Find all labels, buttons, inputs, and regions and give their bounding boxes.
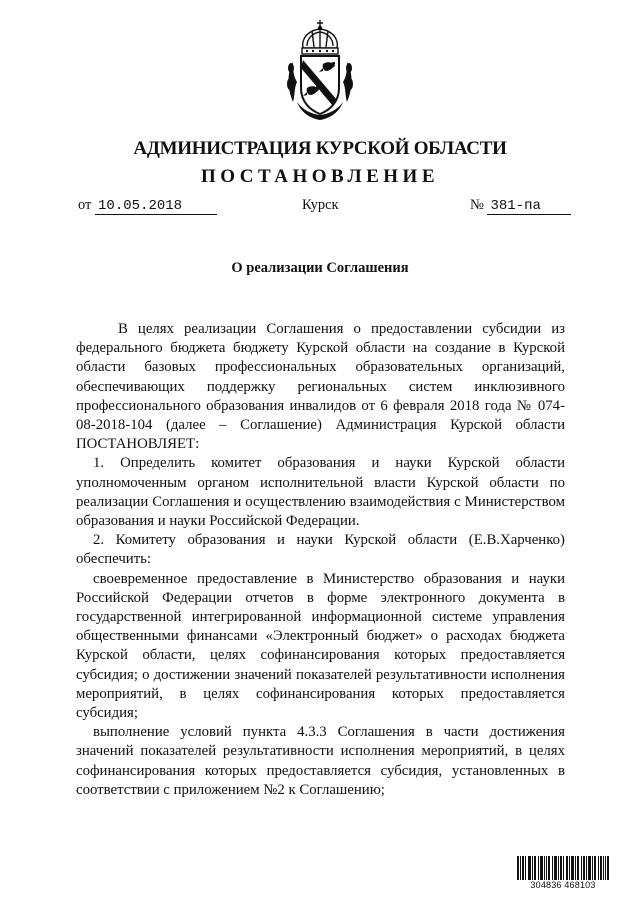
- body-paragraph-item-2: 2. Комитету образования и науки Курской области (Е.В.Харченко) обеспечить:: [76, 532, 565, 568]
- barcode-number: 304836 468103: [530, 880, 596, 890]
- date-value: 10.05.2018: [95, 199, 217, 215]
- document-number: [470, 197, 571, 215]
- body-paragraph-preamble: В целях реализации Соглашения о предоставлении субсидии из федерального бюджета бюджету Курской области на создание в Курской области базовых профессиональных образовательных организаций, обеспечивающих поддержку региональных систем инклюзивного профессионального образования инвалидов от 6 февраля 2018 года № 074-08-2018-104 (далее – Соглашение) Администрация Курской области ПОСТАНОВЛЯЕТ:: [76, 321, 565, 453]
- body-paragraph-item-1: 1. Определить комитет образования и науки Курской области уполномоченным органом исполнительной власти Курской области по реализации Соглашения и осуществлению взаимодействия с Министерством образования и науки Российской Федерации.: [76, 455, 565, 530]
- document-body: [76, 320, 565, 800]
- body-paragraph-reporting: своевременное предоставление в Министерство образования и науки Российской Федерации отчетов в форме электронного документа в государственной интегрированной информационной системе управления общественными финансами «Электронный бюджет» о расходах бюджета Курской области, целях софинансирования которых предоставляется субсидия; о достижении значений показателей результативности исполнения мероприятий, в целях софинансирования которых предоставляется субсидия;: [76, 570, 565, 722]
- barcode-icon: [517, 856, 609, 880]
- organization-title: АДМИНИСТРАЦИЯ КУРСКОЙ ОБЛАСТИ: [133, 138, 507, 159]
- date-prefix: от: [78, 197, 92, 213]
- coat-of-arms-icon: [285, 18, 355, 126]
- document-date: [78, 197, 217, 215]
- document-city: Курск: [302, 197, 339, 213]
- document-subject: О реализации Соглашения: [231, 260, 409, 276]
- document-barcode: [517, 856, 609, 890]
- document-type-title: ПОСТАНОВЛЕНИЕ: [200, 166, 440, 187]
- body-paragraph-conditions: выполнение условий пункта 4.3.3 Соглашения в части достижения значений показателей результативности исполнения мероприятий, в целях софинансирования которых предоставляется субсидия, установленных в соответствии с приложением №2 к Соглашению;: [76, 724, 565, 798]
- number-value: 381-па: [487, 199, 571, 215]
- number-prefix: №: [470, 197, 484, 213]
